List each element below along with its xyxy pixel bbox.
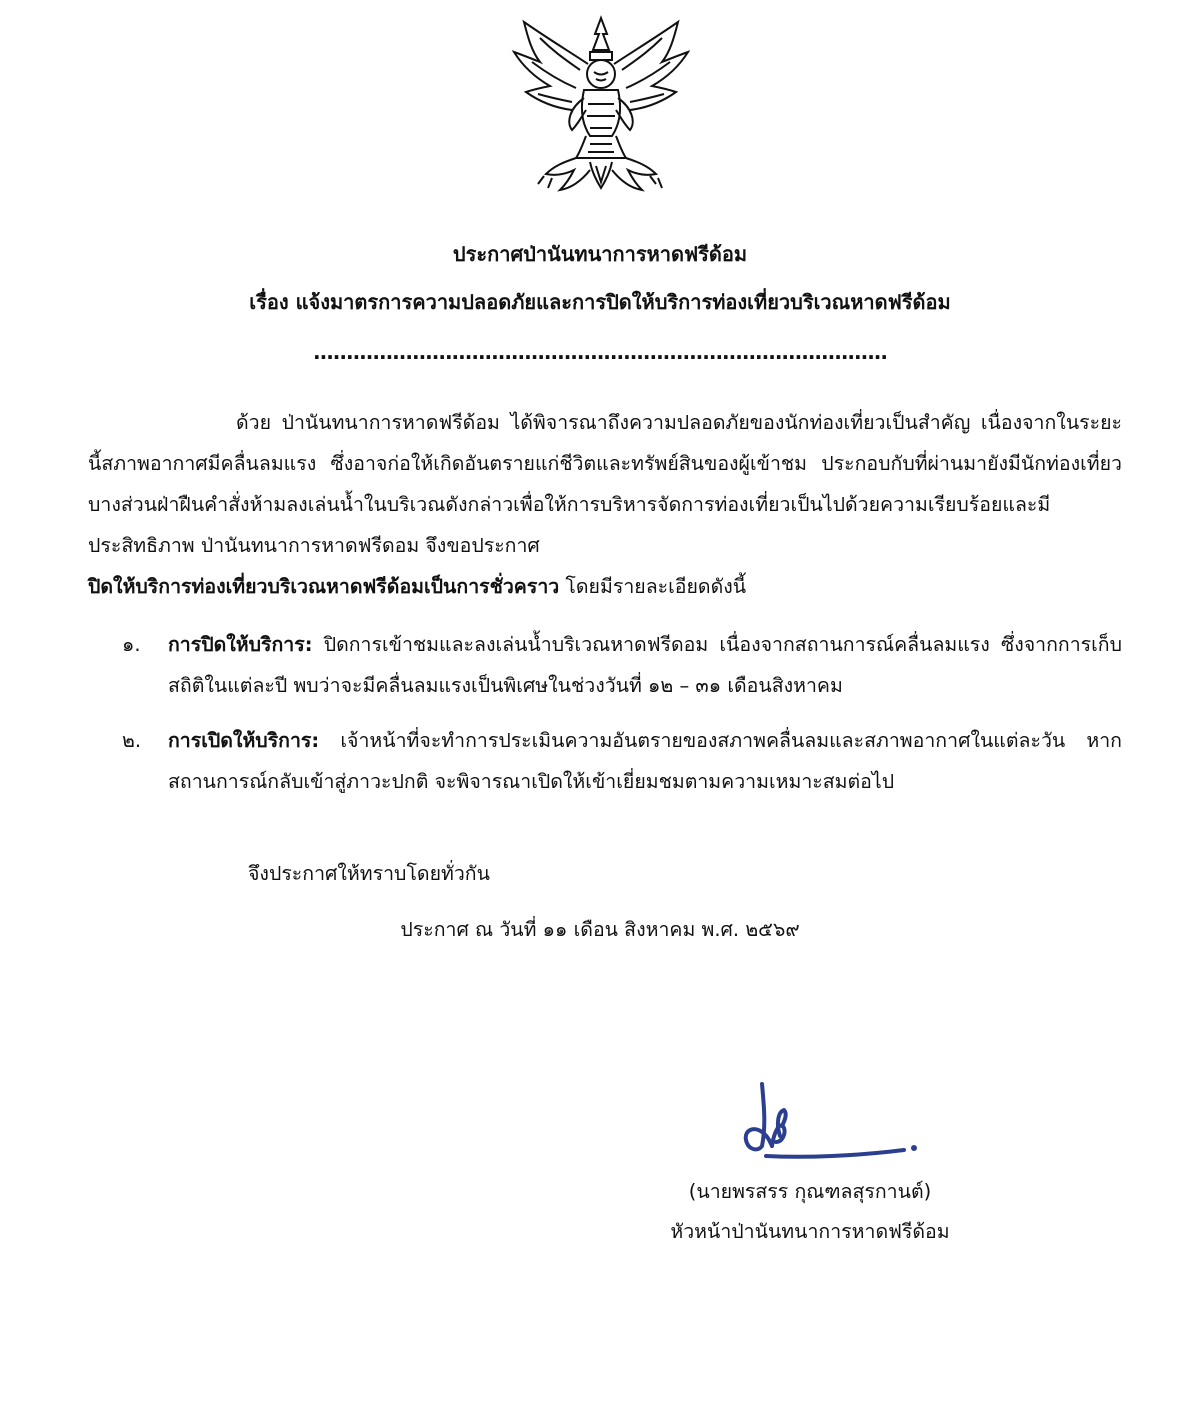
garuda-emblem-icon <box>510 12 692 200</box>
item-number: ๒. <box>122 729 142 752</box>
item-number: ๑. <box>122 633 141 656</box>
item-heading: การเปิดให้บริการ: <box>168 729 320 752</box>
item-text: ปิดการเข้าชมและลงเล่นน้ำบริเวณหาดฟรีดอม เนื่องจากสถานการณ์คลื่นลมแรง ซึ่งจากการเก็บสถิติในแต่ละปี พบว่าจะมีคลื่นลมแรงเป็นพิเศษในช่วงวันที่ ๑๒ – ๓๑ เดือนสิงหาคม <box>168 633 1122 697</box>
signer-position: หัวหน้าป่านันทนาการหาดฟรีด้อม <box>670 1220 950 1243</box>
list-item <box>122 720 1122 802</box>
item-heading: การปิดให้บริการ: <box>168 633 313 656</box>
intro-text: ด้วย ป่านันทนาการหาดฟรีด้อม ได้พิจารณาถึงความปลอดภัยของนักท่องเที่ยวเป็นสำคัญ เนื่องจากในระยะนี้สภาพอากาศมีคลื่นลมแรง ซึ่งอาจก่อให้เกิดอันตรายแก่ชีวิตและทรัพย์สินของผู้เข้าชม ประกอบกับที่ผ่านมายังมีนักท่องเที่ยวบางส่วนฝ่าฝืนคำสั่งห้ามลงเล่นน้ำในบริเวณดังกล่าวเพื่อให้การบริหารจัดการท่องเที่ยวเป็นไปด้วยความเรียบร้อยและมีประสิทธิภาพ ป่านันทนาการหาดฟรีดอม จึงขอประกาศ <box>88 411 1122 557</box>
separator-dots: ....................................................................................... <box>313 340 887 364</box>
intro-tail-text: โดยมีรายละเอียดดังนี้ <box>565 575 747 598</box>
handwritten-signature-icon <box>736 1076 922 1168</box>
closing-statement: จึงประกาศให้ทราบโดยทั่วกัน <box>248 862 490 885</box>
signer-name: (นายพรสรร กุณฑลสุรกานต์) <box>688 1180 932 1203</box>
item-text: เจ้าหน้าที่จะทำการประเมินความอันตรายของสภาพคลื่นลมและสภาพอากาศในแต่ละวัน หากสถานการณ์กลับเข้าสู่ภาวะปกติ จะพิจารณาเปิดให้เข้าเยี่ยมชมตามความเหมาะสมต่อไป <box>168 729 1122 793</box>
announcement-subject: เรื่อง แจ้งมาตรการความปลอดภัยและการปิดให้บริการท่องเที่ยวบริเวณหาดฟรีด้อม <box>249 290 951 314</box>
announcement-date: ประกาศ ณ วันที่ ๑๑ เดือน สิงหาคม พ.ศ. ๒๕๖๙ <box>400 918 800 941</box>
list-item <box>122 624 1122 706</box>
intro-paragraph <box>88 402 1122 607</box>
announcement-title: ประกาศป่านันทนาการหาดฟรีด้อม <box>452 242 748 266</box>
intro-bold-text: ปิดให้บริการท่องเที่ยวบริเวณหาดฟรีด้อมเป็นการชั่วคราว <box>88 575 560 598</box>
